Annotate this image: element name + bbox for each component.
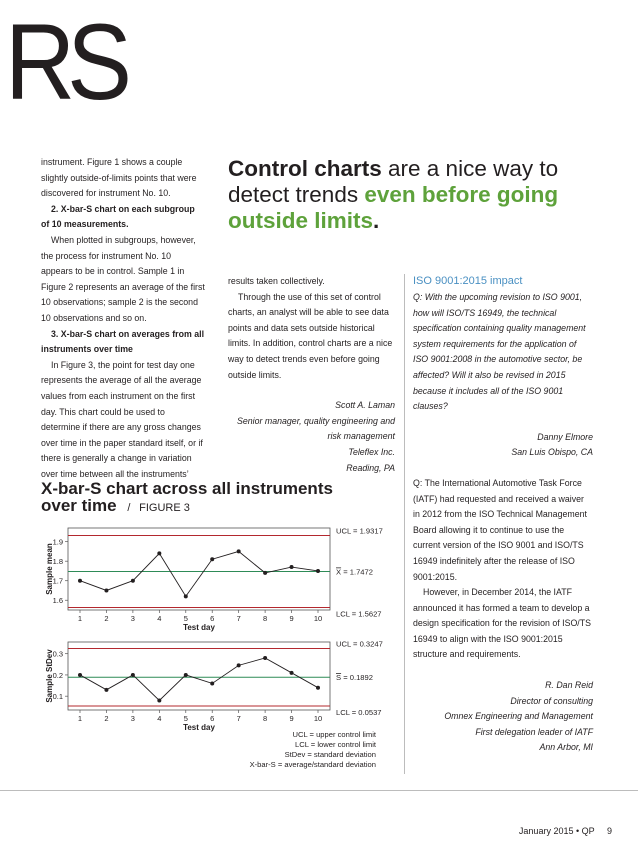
data-point bbox=[78, 579, 82, 583]
x-tick-label: 1 bbox=[77, 714, 83, 723]
answer-role: First delegation leader of IATF bbox=[475, 726, 593, 737]
data-point bbox=[237, 663, 241, 667]
section-mark: RS bbox=[5, 1, 124, 122]
x-tick-label: 7 bbox=[236, 714, 241, 723]
pull-quote-period: . bbox=[373, 208, 380, 233]
data-point bbox=[184, 594, 188, 598]
data-point bbox=[210, 557, 214, 561]
figure-title-line2: over time bbox=[41, 496, 117, 515]
data-point bbox=[263, 571, 267, 575]
x-tick-label: 5 bbox=[183, 714, 188, 723]
x-tick-label: 4 bbox=[157, 614, 162, 623]
x-tick-label: 8 bbox=[263, 614, 268, 623]
data-point bbox=[157, 551, 161, 555]
legend-xbar-s: X-bar-S = average/standard deviation bbox=[249, 760, 376, 769]
x-tick-label: 3 bbox=[130, 614, 135, 623]
y-tick-label: 1.9 bbox=[52, 537, 63, 547]
column-divider bbox=[404, 274, 405, 774]
answer-org: Omnex Engineering and Management bbox=[444, 711, 593, 722]
lcl-label: LCL = 1.5627 bbox=[336, 609, 382, 619]
x-tick-label: 8 bbox=[263, 714, 268, 723]
y-tick-label: 0.3 bbox=[52, 649, 63, 659]
column-1 bbox=[41, 155, 205, 482]
data-point bbox=[290, 565, 294, 569]
answer-paragraph: Q: The International Automotive Task Force (IATF) had requested and received a waiver in 2012 from the ISO Technical Management Board allowing it to continue to use the current version of the ISO 9001 and ISO/TS 16949 indefinitely after the release of ISO 9001:2015. bbox=[413, 477, 587, 582]
data-point bbox=[184, 673, 188, 677]
x-tick-label: 2 bbox=[104, 614, 109, 623]
footer-text: January 2015 • QP bbox=[518, 826, 595, 836]
pull-quote-emphasis: Control charts bbox=[228, 156, 382, 181]
pull-quote-text: are a nice way to detect trends bbox=[228, 156, 559, 207]
data-point bbox=[290, 671, 294, 675]
col1-paragraph: instrument. Figure 1 shows a couple slightly outside-of-limits points that were discovered for instrument No. 10. bbox=[41, 157, 197, 199]
data-point bbox=[131, 579, 135, 583]
x-tick-label: 3 bbox=[130, 714, 135, 723]
signature-place: Reading, PA bbox=[346, 462, 395, 473]
chart-legend bbox=[250, 730, 377, 769]
data-point bbox=[210, 681, 214, 685]
data-line bbox=[80, 658, 318, 701]
legend-ucl: UCL = upper control limit bbox=[292, 730, 376, 739]
data-point bbox=[131, 673, 135, 677]
data-point bbox=[263, 656, 267, 660]
center-label: X = 1.7472 bbox=[336, 567, 373, 577]
x-tick-label: 2 bbox=[104, 714, 109, 723]
figure-separator: / bbox=[127, 502, 131, 514]
pull-quote bbox=[228, 156, 568, 234]
x-tick-label: 4 bbox=[157, 714, 162, 723]
x-tick-label: 9 bbox=[289, 714, 294, 723]
y-axis-label: Sample mean bbox=[45, 543, 54, 595]
x-tick-label: 9 bbox=[289, 614, 294, 623]
column-2 bbox=[228, 274, 395, 476]
x-tick-label: 5 bbox=[183, 614, 188, 623]
answer-title: Director of consulting bbox=[510, 695, 593, 706]
plot-frame bbox=[68, 642, 330, 710]
column-3 bbox=[413, 274, 593, 756]
data-point bbox=[316, 569, 320, 573]
answer-place: Ann Arbor, MI bbox=[539, 742, 593, 753]
signature-title: Senior manager, quality engineering and risk management bbox=[237, 415, 395, 442]
ucl-label: UCL = 0.3247 bbox=[336, 639, 383, 649]
question-name: Danny Elmore bbox=[537, 431, 593, 442]
data-point bbox=[78, 673, 82, 677]
data-line bbox=[80, 551, 318, 596]
ucl-label: UCL = 1.9317 bbox=[336, 526, 383, 536]
footer-rule bbox=[0, 790, 638, 791]
sample-stdev-chart bbox=[45, 639, 383, 732]
sample-mean-chart bbox=[45, 526, 383, 632]
plot-frame bbox=[68, 528, 330, 610]
col1-paragraph: When plotted in subgroups, however, the process for instrument No. 10 appears to be in control. Sample 1 in Figure 2 represents an average of the first 10 observations; sample 2 is the second 10 observations and so on. bbox=[41, 234, 205, 323]
col1-subheading: 3. X-bar-S chart on averages from all instruments over time bbox=[41, 328, 205, 355]
question-place: San Luis Obispo, CA bbox=[511, 447, 593, 458]
col1-paragraph: In Figure 3, the point for test day one represents the average of all the average values from each instrument on the first day. This chart could be used to determine if there are any gross changes over time in the paper standard itself, or if there is generally a change in variation over time between all the instruments’ bbox=[41, 359, 203, 479]
figure-title bbox=[41, 480, 391, 517]
iso-heading: ISO 9001:2015 impact bbox=[413, 275, 523, 287]
answer-paragraph: However, in December 2014, the IATF announced it has formed a team to develop a design specification for the revision of ISO/TS 16949 to align with the ISO 9001:2015 structure and requirements. bbox=[413, 587, 591, 660]
signature-name: Scott A. Laman bbox=[335, 400, 395, 411]
y-tick-label: 1.7 bbox=[52, 576, 63, 586]
y-tick-label: 1.6 bbox=[52, 596, 63, 606]
y-axis-label: Sample StDev bbox=[45, 649, 54, 703]
x-tick-label: 6 bbox=[210, 614, 215, 623]
col1-subheading: 2. X-bar-S chart on each subgroup of 10 measurements. bbox=[41, 203, 195, 230]
question-text: Q: With the upcoming revision to ISO 9001, how will ISO/TS 16949, the technical specification containing quality management system requirements for the application of ISO 9001:2008 in the automotive sector, be affected? Will it also be revised in 2015 because it includes all of the ISO 9001 clauses? bbox=[413, 292, 586, 412]
figure-label: FIGURE 3 bbox=[139, 502, 190, 514]
signature-org: Teleflex Inc. bbox=[348, 446, 395, 457]
x-axis-label: Test day bbox=[183, 723, 215, 732]
y-tick-label: 1.8 bbox=[52, 557, 63, 567]
xbar-s-chart bbox=[40, 520, 400, 775]
x-axis-label: Test day bbox=[183, 623, 215, 632]
x-tick-label: 10 bbox=[313, 714, 323, 723]
col2-paragraph: Through the use of this set of control charts, an analyst will be able to see data points and data sets outside historical limits. In addition, control charts are a nice way to detect trends even before going outside limits. bbox=[228, 291, 393, 380]
pull-quote-highlight: even before going outside limits bbox=[228, 182, 559, 233]
data-point bbox=[104, 688, 108, 692]
x-tick-label: 7 bbox=[236, 614, 241, 623]
figure-title-line1: X-bar-S chart across all instruments bbox=[41, 479, 333, 498]
y-tick-label: 0.2 bbox=[52, 670, 63, 680]
data-point bbox=[157, 698, 161, 702]
col2-paragraph: results taken collectively. bbox=[228, 276, 325, 286]
x-tick-label: 10 bbox=[313, 614, 323, 623]
x-tick-label: 1 bbox=[77, 614, 83, 623]
answer-name: R. Dan Reid bbox=[545, 680, 593, 691]
y-tick-label: 0.1 bbox=[52, 692, 63, 702]
data-point bbox=[316, 686, 320, 690]
legend-stdev: StDev = standard deviation bbox=[284, 750, 376, 759]
legend-lcl: LCL = lower control limit bbox=[295, 740, 376, 749]
data-point bbox=[237, 549, 241, 553]
page-footer bbox=[400, 826, 612, 836]
page-number: 9 bbox=[606, 826, 612, 836]
lcl-label: LCL = 0.0537 bbox=[336, 708, 382, 718]
data-point bbox=[104, 588, 108, 592]
x-tick-label: 6 bbox=[210, 714, 215, 723]
center-label: S = 0.1892 bbox=[336, 673, 373, 683]
